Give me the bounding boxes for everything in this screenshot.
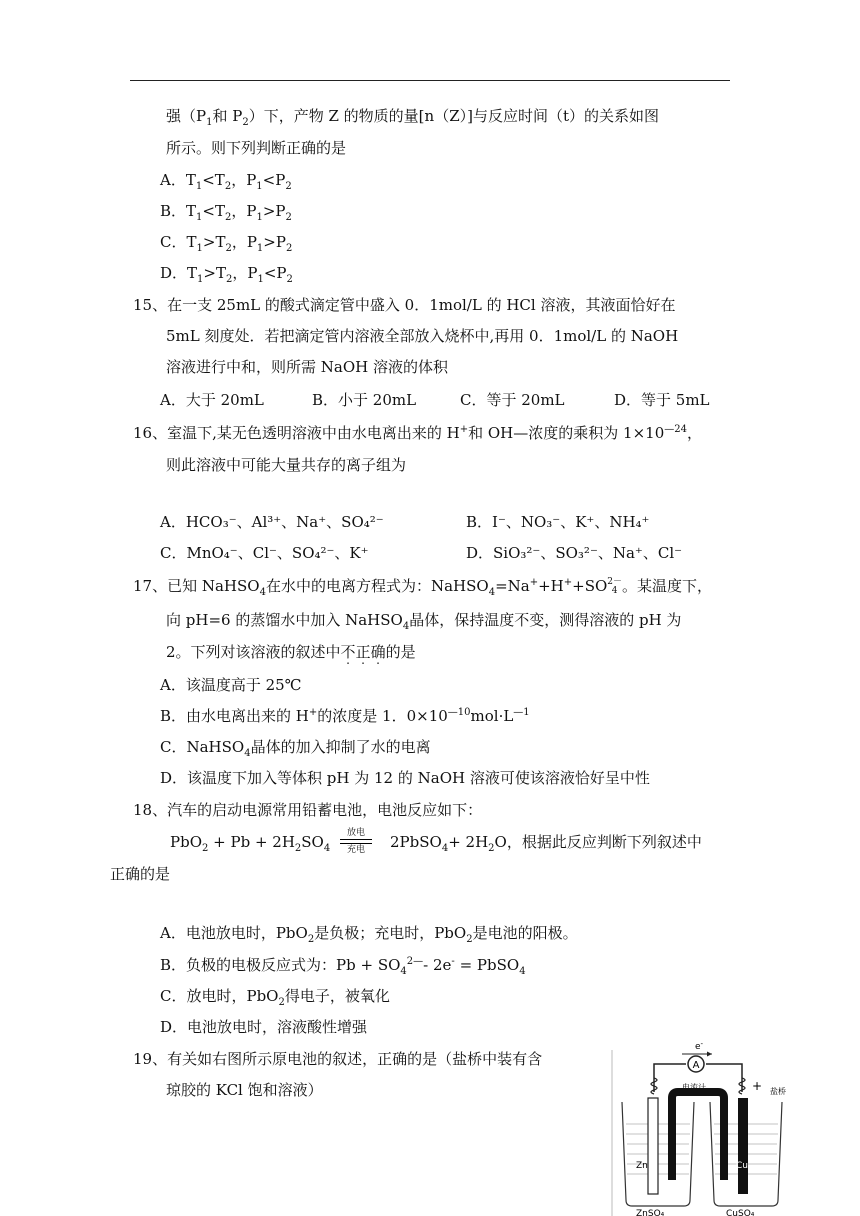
q19-line1: 19、有关如右图所示原电池的叙述，正确的是（盐桥中装有含 [133,1050,543,1068]
q14-option-d: D．$T_1>T_2$，$P_1<P_2$ [160,264,293,285]
q18-line1: 18、汽车的启动电源常用铅蓄电池，电池反应如下： [133,801,483,819]
q15-line1: 15、在一支 25mL 的酸式滴定管中盛入 0．1mol/L 的 HCl 溶液，其液面恰好在 [133,296,676,314]
meter-label: 电流计 [682,1083,706,1092]
reversible-reaction-arrow [338,828,374,862]
electron-label: e- [695,1040,704,1052]
q17-option-c: C．NaHSO$_4$晶体的加入抑制了水的电离 [160,738,431,759]
header-rule [130,80,730,81]
q17-option-a: A．该温度高于 25℃ [160,676,302,694]
salt-bridge [672,1092,724,1180]
q15-option-c: C．等于 20mL [460,391,565,409]
q15-line3: 溶液进行中和，则所需 NaOH 溶液的体积 [166,358,448,376]
q15-option-a: A．大于 20mL [160,391,264,409]
q18-option-c: C．放电时，PbO$_2$得电子，被氧化 [160,987,390,1008]
positive-terminal-label: + [752,1079,763,1093]
q14-option-c: C．$T_1>T_2$，$P_1>P_2$ [160,233,293,254]
salt-bridge-label: 盐桥 [770,1087,786,1096]
q14-stem-line2: 所示。则下列判断正确的是 [166,139,347,157]
q14-option-a: A．$T_1<T_2$，$P_1<P_2$ [160,171,292,192]
q18-equation-left: $PbO_2 + Pb + 2H_2SO_4$ [170,833,331,854]
galvanic-cell-figure [612,1040,794,1216]
q15-option-b: B．小于 20mL [312,391,417,409]
ammeter-label: A [692,1060,700,1071]
q18-option-b: B．负极的电极反应式为：$Pb + SO_4^{2—}-$ 2e- = PbSO$_4$ [160,956,526,977]
copper-label: Cu [736,1161,748,1171]
q18-equation-right: 2PbSO$_4$+ $2H_2O$，根据此反应判断下列叙述中 [390,833,702,854]
q15-option-d: D．等于 5mL [614,391,710,409]
arrowhead-icon [707,1052,712,1057]
arrow-charge-label: 充电 [346,845,365,855]
q14-stem-line1: 强（$P_1$和 $P_2$）下，产物 Z 的物质的量[n（Z）]与反应时间（t）的关系如图 [166,107,659,128]
double-arrow-icon [340,839,372,844]
q17-option-b: B．由水电离出来的 H+的浓度是 1．$0\times 10^{—10}mol\cdot L^{—1}$ [160,707,530,725]
q17-option-d: D．该温度下加入等体积 pH 为 12 的 NaOH 溶液可使该溶液恰好呈中性 [160,769,650,787]
q14-option-b: B．$T_1<T_2$，$P_1>P_2$ [160,202,292,223]
q18-option-d: D．电池放电时，溶液酸性增强 [160,1018,368,1036]
cuso4-label: CuSO₄ [726,1209,755,1216]
znso4-label: ZnSO₄ [636,1209,665,1216]
q18-line3: 正确的是 [110,865,171,883]
q19-line2: 琼胶的 KCl 饱和溶液） [166,1081,323,1099]
q17-line2: 向 pH=6 的蒸馏水中加入 NaHSO$_4$晶体，保持温度不变，测得溶液的 pH 为 [166,611,682,632]
q16-line1: 16、室温下,某无色透明溶液中由水电离出来的 H+和 OH—浓度的乘积为 $1\times 10^{—24}$， [133,424,702,442]
q15-line2: 5mL 刻度处．若把滴定管内溶液全部放入烧杯中,再用 0．1mol/L 的 NaOH [166,327,679,345]
q16-option-c: C．MnO₄⁻、Cl⁻、SO₄²⁻、K⁺ [160,544,369,562]
q16-option-b: B．I⁻、NO₃⁻、K⁺、NH₄⁺ [466,513,650,531]
q17-line1: 17、已知 NaHSO$_4$在水中的电离方程式为：NaHSO$_4$=Na++H++SO 2－ 4 。某温度下， [133,577,713,598]
q18-option-a: A．电池放电时，PbO$_2$是负极；充电时，PbO$_2$是电池的阳极。 [160,924,578,945]
q16-line2: 则此溶液中可能大量共存的离子组为 [166,456,407,474]
arrow-discharge-label: 放电 [346,828,365,838]
copper-electrode [738,1098,748,1194]
q16-option-d: D．SiO₃²⁻、SO₃²⁻、Na⁺、Cl⁻ [466,544,683,562]
zinc-label: Zn [636,1161,648,1171]
q16-option-a: A．HCO₃⁻、Al³⁺、Na⁺、SO₄²⁻ [160,513,384,531]
zinc-electrode [648,1098,658,1194]
wire-right [706,1064,742,1092]
q17-line3: 2。下列对该溶液的叙述中不正确的是 [166,643,416,661]
